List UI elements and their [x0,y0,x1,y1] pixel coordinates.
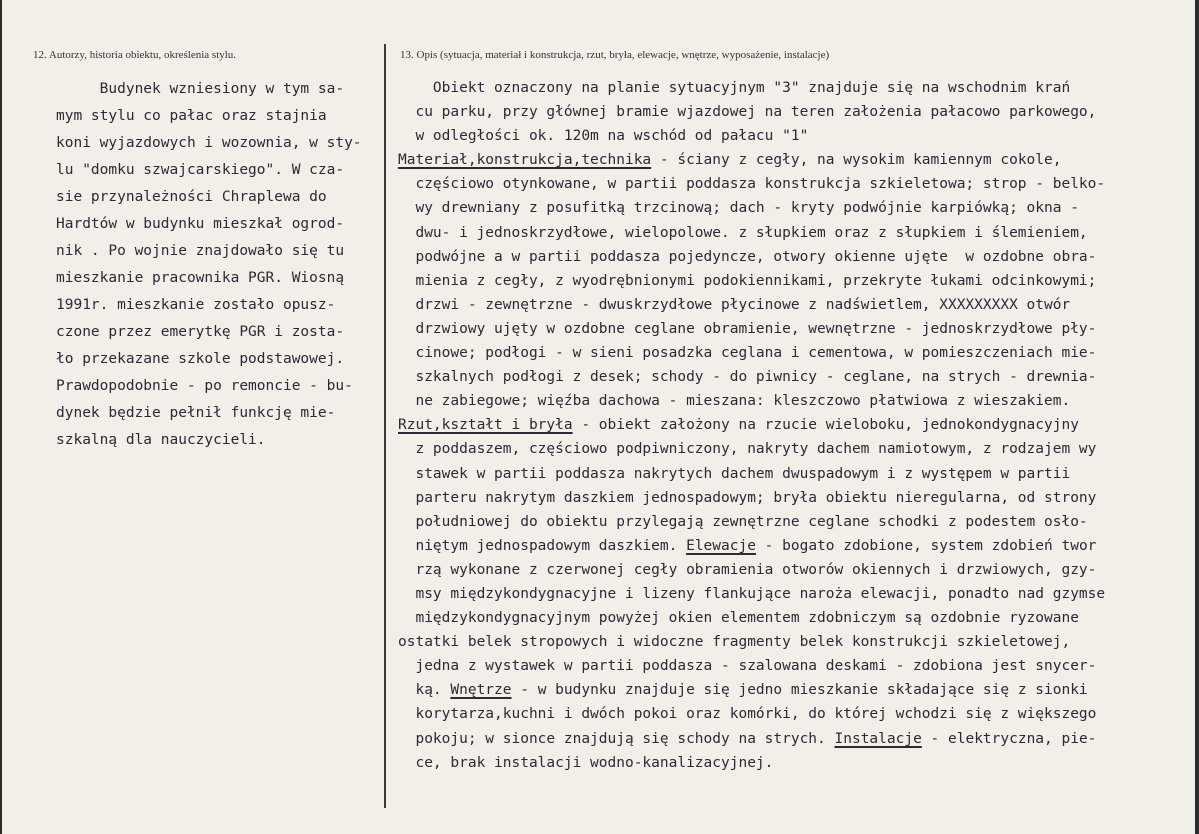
text-segment: podwójne a w partii poddasza pojedyncze, otwory okienne ujęte w ozdobne obra- [398,248,1097,265]
text-segment: drzwi - zewnętrzne - dwuskrzydłowe płycinowe z nadświetlem, XXXXXXXXX otwór [398,296,1071,313]
text-segment: - ściany z cegły, na wysokim kamiennym cokole, [651,152,1062,169]
text-segment: w odległości ok. 120m na wschód od pałacu "1" [398,128,809,145]
text-line [398,751,1105,775]
text-segment: ce, brak instalacji wodno-kanalizacyjnej. [398,754,774,771]
right-page-edge [1195,0,1199,834]
text-line: dynek będzie pełnił funkcję mie- [56,405,336,421]
text-segment: stawek w partii poddasza nakrytych dachem dwuspadowym i z występem w partii [398,465,1071,482]
history-text-column [56,76,362,454]
text-line [398,534,1105,558]
text-segment: rzą wykonane z czerwonej cegły obramienia otworów okiennych i drzwiowych, gzy- [398,561,1097,578]
text-line: lu "domku szwajcarskiego". W cza- [56,162,345,178]
text-segment: - obiekt założony na rzucie wieloboku, jednokondygnacyjny [572,417,1079,434]
text-segment: ne zabiegowe; więźba dachowa - mieszana: kleszczowo płatwiowa z wieszakiem. [398,393,1071,410]
text-segment: Obiekt oznaczony na planie sytuacyjnym "3" znajduje się na wschodnim krań [398,80,1071,96]
text-line [398,630,1105,654]
text-line: nik . Po wojnie znajdowało się tu [56,243,345,259]
text-segment: jedna z wystawek w partii poddasza - szalowana deskami - zdobiona jest snycer- [398,658,1097,675]
description-text-column [398,76,1105,775]
text-segment: niętym jednospadowym daszkiem. [398,537,687,554]
text-segment: parteru nakrytym daszkiem jednospadowym; bryła obiektu nieregularna, od strony [398,489,1097,506]
text-line [398,196,1105,220]
text-line: Prawdopodobnie - po remoncie - bu- [56,378,353,394]
text-segment: dwu- i jednoskrzydłowe, wielopolowe. z słupkiem oraz z słupkiem i ślemieniem, [398,224,1088,241]
text-line [398,221,1105,245]
section-heading: Materiał,konstrukcja,technika [398,152,652,169]
section-heading: Rzut,kształt i bryła [398,417,573,434]
column-divider [384,44,386,808]
text-segment: drzwiowy ujęty w ozdobne ceglane obramienie, wewnętrzne - jednoskrzydłowe pły- [398,320,1097,337]
text-segment: - w budynku znajduje się jedno mieszkanie składające się z sionki [511,682,1088,699]
section-heading: Instalacje [834,730,922,747]
text-segment: - bogato zdobione, system zdobień twor [755,537,1097,554]
text-segment: ką. [398,682,451,699]
text-line [398,678,1105,702]
text-line [398,437,1105,461]
text-segment: z poddaszem, częściowo podpiwniczony, nakryty dachem namiotowym, z rodzajem wy [398,441,1097,458]
text-line [398,172,1105,196]
text-line: szkalną dla nauczycieli. [56,432,266,448]
text-line [398,727,1105,751]
text-line [398,606,1105,630]
text-line: Hardtów w budynku mieszkał ogrod- [56,216,345,232]
text-line [398,462,1105,486]
text-line: sie przynależności Chraplewa do [56,189,327,205]
section-13-header: 13. Opis (sytuacja, materiał i konstrukcja, rzut, bryła, elewacje, wnętrze, wyposażenie, instalacje) [400,49,830,61]
text-line [398,413,1105,437]
text-segment: południowej do obiektu przylegają zewnętrzne ceglane schodki z podestem osło- [398,513,1088,530]
text-line [398,582,1105,606]
text-line [398,365,1105,389]
text-segment: - elektryczna, pie- [921,730,1097,747]
section-heading: Wnętrze [450,682,512,699]
text-segment: międzykondygnacyjnym powyżej okien elementem zdobniczym są ozdobnie ryzowane [398,610,1079,627]
text-line [398,341,1105,365]
text-line: Budynek wzniesiony w tym sa- [56,81,345,97]
text-segment: szkalnych podłogi z desek; schody - do piwnicy - ceglane, na strych - drewnia- [398,369,1097,386]
text-line [398,389,1105,413]
text-line: mym stylu co pałac oraz stajnia [56,108,327,124]
text-line [398,558,1105,582]
text-line [398,510,1105,534]
text-line [398,76,1105,100]
text-line [398,269,1105,293]
text-segment: korytarza,kuchni i dwóch pokoi oraz komórki, do której wchodzi się z większego [398,706,1097,723]
text-segment: cu parku, przy głównej bramie wjazdowej na teren założenia pałacowo parkowego, [398,104,1097,121]
text-line [398,245,1105,269]
text-segment: cinowe; podłogi - w sieni posadzka ceglana i cementowa, w pomieszczeniach mie- [398,345,1097,362]
text-line: ło przekazane szkole podstawowej. [56,351,345,367]
text-line [398,702,1105,726]
section-heading: Elewacje [686,537,756,554]
text-segment: pokoju; w sionce znajdują się schody na strych. [398,730,835,747]
section-12-header: 12. Autorzy, historia obiektu, określenia stylu. [33,49,237,61]
text-segment: msy międzykondygnacyjne i lizeny flankujące naroża elewacji, ponadto nad gzymse [398,585,1106,602]
text-line [398,654,1105,678]
text-line [398,293,1105,317]
text-line [398,124,1105,148]
text-line [398,148,1105,172]
text-line [398,317,1105,341]
text-segment: mienia z cegły, z wyodrębnionymi podokiennikami, przekryte łukami odcinkowymi; [398,272,1097,289]
text-line [398,100,1105,124]
text-line: czone przez emerytkę PGR i zosta- [56,324,345,340]
text-segment: wy drewniany z posufitką trzcinową; dach - kryty podwójnie karpiówką; okna - [398,200,1079,217]
text-segment: ostatki belek stropowych i widoczne fragmenty belek konstrukcji szkieletowej, [398,634,1071,651]
text-line [398,486,1105,510]
text-segment: częściowo otynkowane, w partii poddasza konstrukcja szkieletowa; strop - belko- [398,176,1106,193]
text-line: mieszkanie pracownika PGR. Wiosną [56,270,345,286]
left-page-edge [0,0,2,834]
text-line: koni wyjazdowych i wozownia, w sty- [56,135,362,151]
text-line: 1991r. mieszkanie zostało opusz- [56,297,336,313]
